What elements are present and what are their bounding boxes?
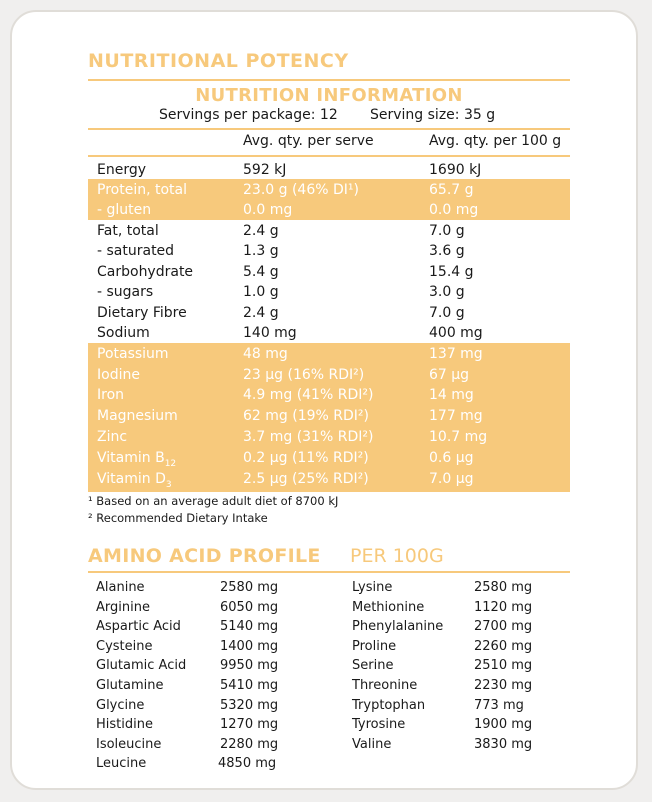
amino-acid-value: 5410 mg — [220, 678, 279, 693]
per-100g-value: 0.6 µg — [429, 450, 474, 466]
per-100g-value: 15.4 g — [429, 264, 474, 280]
amino-acid-value: 2580 mg — [220, 580, 279, 595]
nutrient-name: Potassium — [97, 346, 169, 362]
nutrition-row — [0, 344, 652, 364]
amino-acid-name: Phenylalanine — [352, 619, 444, 635]
nutrient-name: Vitamin $D_3$ — [97, 471, 172, 490]
amino-acid-value: 2580 mg — [474, 580, 533, 595]
amino-acid-name: Glutamine — [96, 678, 164, 693]
amino-acid-name: Glycine — [96, 697, 145, 713]
amino-acid-name: Lysine — [352, 580, 393, 595]
nutrient-name: Energy — [97, 162, 147, 178]
amino-acid-value: 2230 mg — [474, 678, 533, 693]
per-serve-value: 2.4 g — [243, 223, 279, 239]
col-header-100g: Avg. qty. per 100 g — [429, 133, 562, 149]
amino-acid-value: 6050 mg — [220, 599, 279, 615]
nutrient-name: Vitamin $B_{12}$ — [97, 450, 177, 469]
nutrition-row — [0, 221, 652, 241]
amino-acid-name: Isoleucine — [96, 736, 162, 752]
nutrient-name: Iodine — [97, 367, 140, 383]
amino-acid-value: 1900 mg — [474, 717, 533, 733]
per-100g-value: 3.6 g — [429, 243, 465, 259]
nutrient-name: Protein, total — [97, 182, 187, 198]
nutrient-name: - gluten — [97, 202, 152, 218]
per-100g-value: 0.0 mg — [429, 202, 479, 218]
amino-acid-name: Cysteine — [96, 638, 153, 654]
per-serve-value: 0.2 µg (11% RDI²) — [243, 450, 369, 466]
per-serve-value: 62 mg (19% RDI²) — [243, 408, 369, 424]
amino-per-label: PER 100G — [350, 545, 444, 567]
amino-acid-name: Glutamic Acid — [96, 658, 187, 674]
amino-acid-name: Tryptophan — [352, 697, 426, 713]
nutrient-name: Fat, total — [97, 223, 159, 239]
per-serve-value: 48 mg — [243, 346, 288, 362]
nutrition-info-title: NUTRITION INFORMATION — [195, 85, 463, 106]
footnote-1: ¹ Based on an average adult diet of 8700 kJ — [88, 494, 339, 508]
per-serve-value: 1.3 g — [243, 243, 279, 259]
amino-acid-value: 2260 mg — [474, 638, 533, 654]
amino-acid-name: Histidine — [96, 717, 153, 733]
amino-acid-value: 1400 mg — [220, 638, 279, 654]
nutrition-row — [0, 303, 652, 323]
per-serve-value: 2.4 g — [243, 305, 279, 321]
amino-acid-value: 5320 mg — [220, 697, 279, 713]
nutrition-row — [0, 427, 652, 447]
amino-acid-value: 773 mg — [474, 697, 524, 713]
nutrition-row — [0, 282, 652, 302]
amino-acid-value: 2280 mg — [220, 736, 279, 752]
column-divider — [88, 155, 570, 157]
nutrient-name: Sodium — [97, 325, 150, 341]
per-100g-value: 1690 kJ — [429, 162, 482, 178]
nutrition-row — [0, 323, 652, 343]
col-header-serve: Avg. qty. per serve — [243, 133, 374, 149]
nutrition-row — [0, 262, 652, 282]
nutrition-row — [0, 448, 652, 468]
nutrition-row — [0, 160, 652, 180]
per-100g-value: 7.0 g — [429, 223, 465, 239]
amino-acid-name: Valine — [352, 736, 392, 752]
per-100g-value: 14 mg — [429, 387, 474, 403]
per-100g-value: 400 mg — [429, 325, 483, 341]
servings-per-package: Servings per package: 12 — [159, 107, 338, 123]
per-100g-value: 7.0 g — [429, 305, 465, 321]
amino-acid-name: Threonine — [352, 678, 418, 693]
amino-acid-value: 1120 mg — [474, 599, 533, 615]
potency-title: NUTRITIONAL POTENCY — [88, 50, 349, 72]
per-serve-value: 5.4 g — [243, 264, 279, 280]
per-serve-value: 4.9 mg (41% RDI²) — [243, 387, 374, 403]
serving-size: Serving size: 35 g — [370, 107, 496, 123]
per-serve-value: 2.5 µg (25% RDI²) — [243, 471, 369, 487]
nutrient-name: Iron — [97, 387, 125, 403]
header-divider — [88, 128, 570, 130]
per-serve-value: 23.0 g (46% DI¹) — [243, 182, 359, 198]
per-serve-value: 0.0 mg — [243, 202, 293, 218]
amino-acid-title: AMINO ACID PROFILE — [88, 545, 321, 567]
amino-acid-name: Aspartic Acid — [96, 619, 181, 635]
per-serve-value: 140 mg — [243, 325, 297, 341]
per-100g-value: 67 µg — [429, 367, 470, 383]
per-serve-value: 23 µg (16% RDI²) — [243, 367, 365, 383]
nutrition-row — [0, 200, 652, 220]
amino-acid-value: 5140 mg — [220, 619, 279, 635]
amino-acid-value: 1270 mg — [220, 717, 279, 733]
nutrient-name: Magnesium — [97, 408, 178, 424]
nutrition-row — [0, 180, 652, 200]
nutrition-row — [0, 385, 652, 405]
nutrient-name: Dietary Fibre — [97, 305, 187, 321]
nutrient-name: - saturated — [97, 243, 175, 259]
per-serve-value: 1.0 g — [243, 284, 279, 300]
per-100g-value: 65.7 g — [429, 182, 474, 198]
amino-acid-name: Arginine — [96, 599, 150, 615]
per-100g-value: 177 mg — [429, 408, 483, 424]
per-serve-value: 592 kJ — [243, 162, 287, 178]
nutrition-row — [0, 241, 652, 261]
per-100g-value: 7.0 µg — [429, 471, 474, 487]
per-serve-value: 3.7 mg (31% RDI²) — [243, 429, 374, 445]
per-100g-value: 10.7 mg — [429, 429, 488, 445]
nutrition-row — [0, 406, 652, 426]
amino-acid-value: 2700 mg — [474, 619, 533, 635]
amino-acid-name: Alanine — [96, 580, 145, 595]
amino-acid-value: 9950 mg — [220, 658, 279, 674]
title-divider — [88, 79, 570, 81]
nutrition-row — [0, 365, 652, 385]
amino-acid-value: 4850 mg — [218, 756, 277, 772]
amino-acid-name: Leucine — [96, 756, 147, 772]
footnote-2: ² Recommended Dietary Intake — [88, 511, 268, 525]
nutrition-row — [0, 469, 652, 489]
amino-acid-value: 3830 mg — [474, 736, 533, 752]
nutrient-name: Zinc — [97, 429, 128, 445]
amino-acid-name: Methionine — [352, 599, 425, 615]
amino-acid-name: Serine — [352, 658, 394, 674]
amino-acid-value: 2510 mg — [474, 658, 533, 674]
per-100g-value: 3.0 g — [429, 284, 465, 300]
amino-divider — [88, 571, 570, 573]
amino-acid-name: Proline — [352, 638, 397, 654]
amino-acid-name: Tyrosine — [352, 717, 406, 733]
nutrient-name: Carbohydrate — [97, 264, 194, 280]
per-100g-value: 137 mg — [429, 346, 483, 362]
nutrient-name: - sugars — [97, 284, 154, 300]
